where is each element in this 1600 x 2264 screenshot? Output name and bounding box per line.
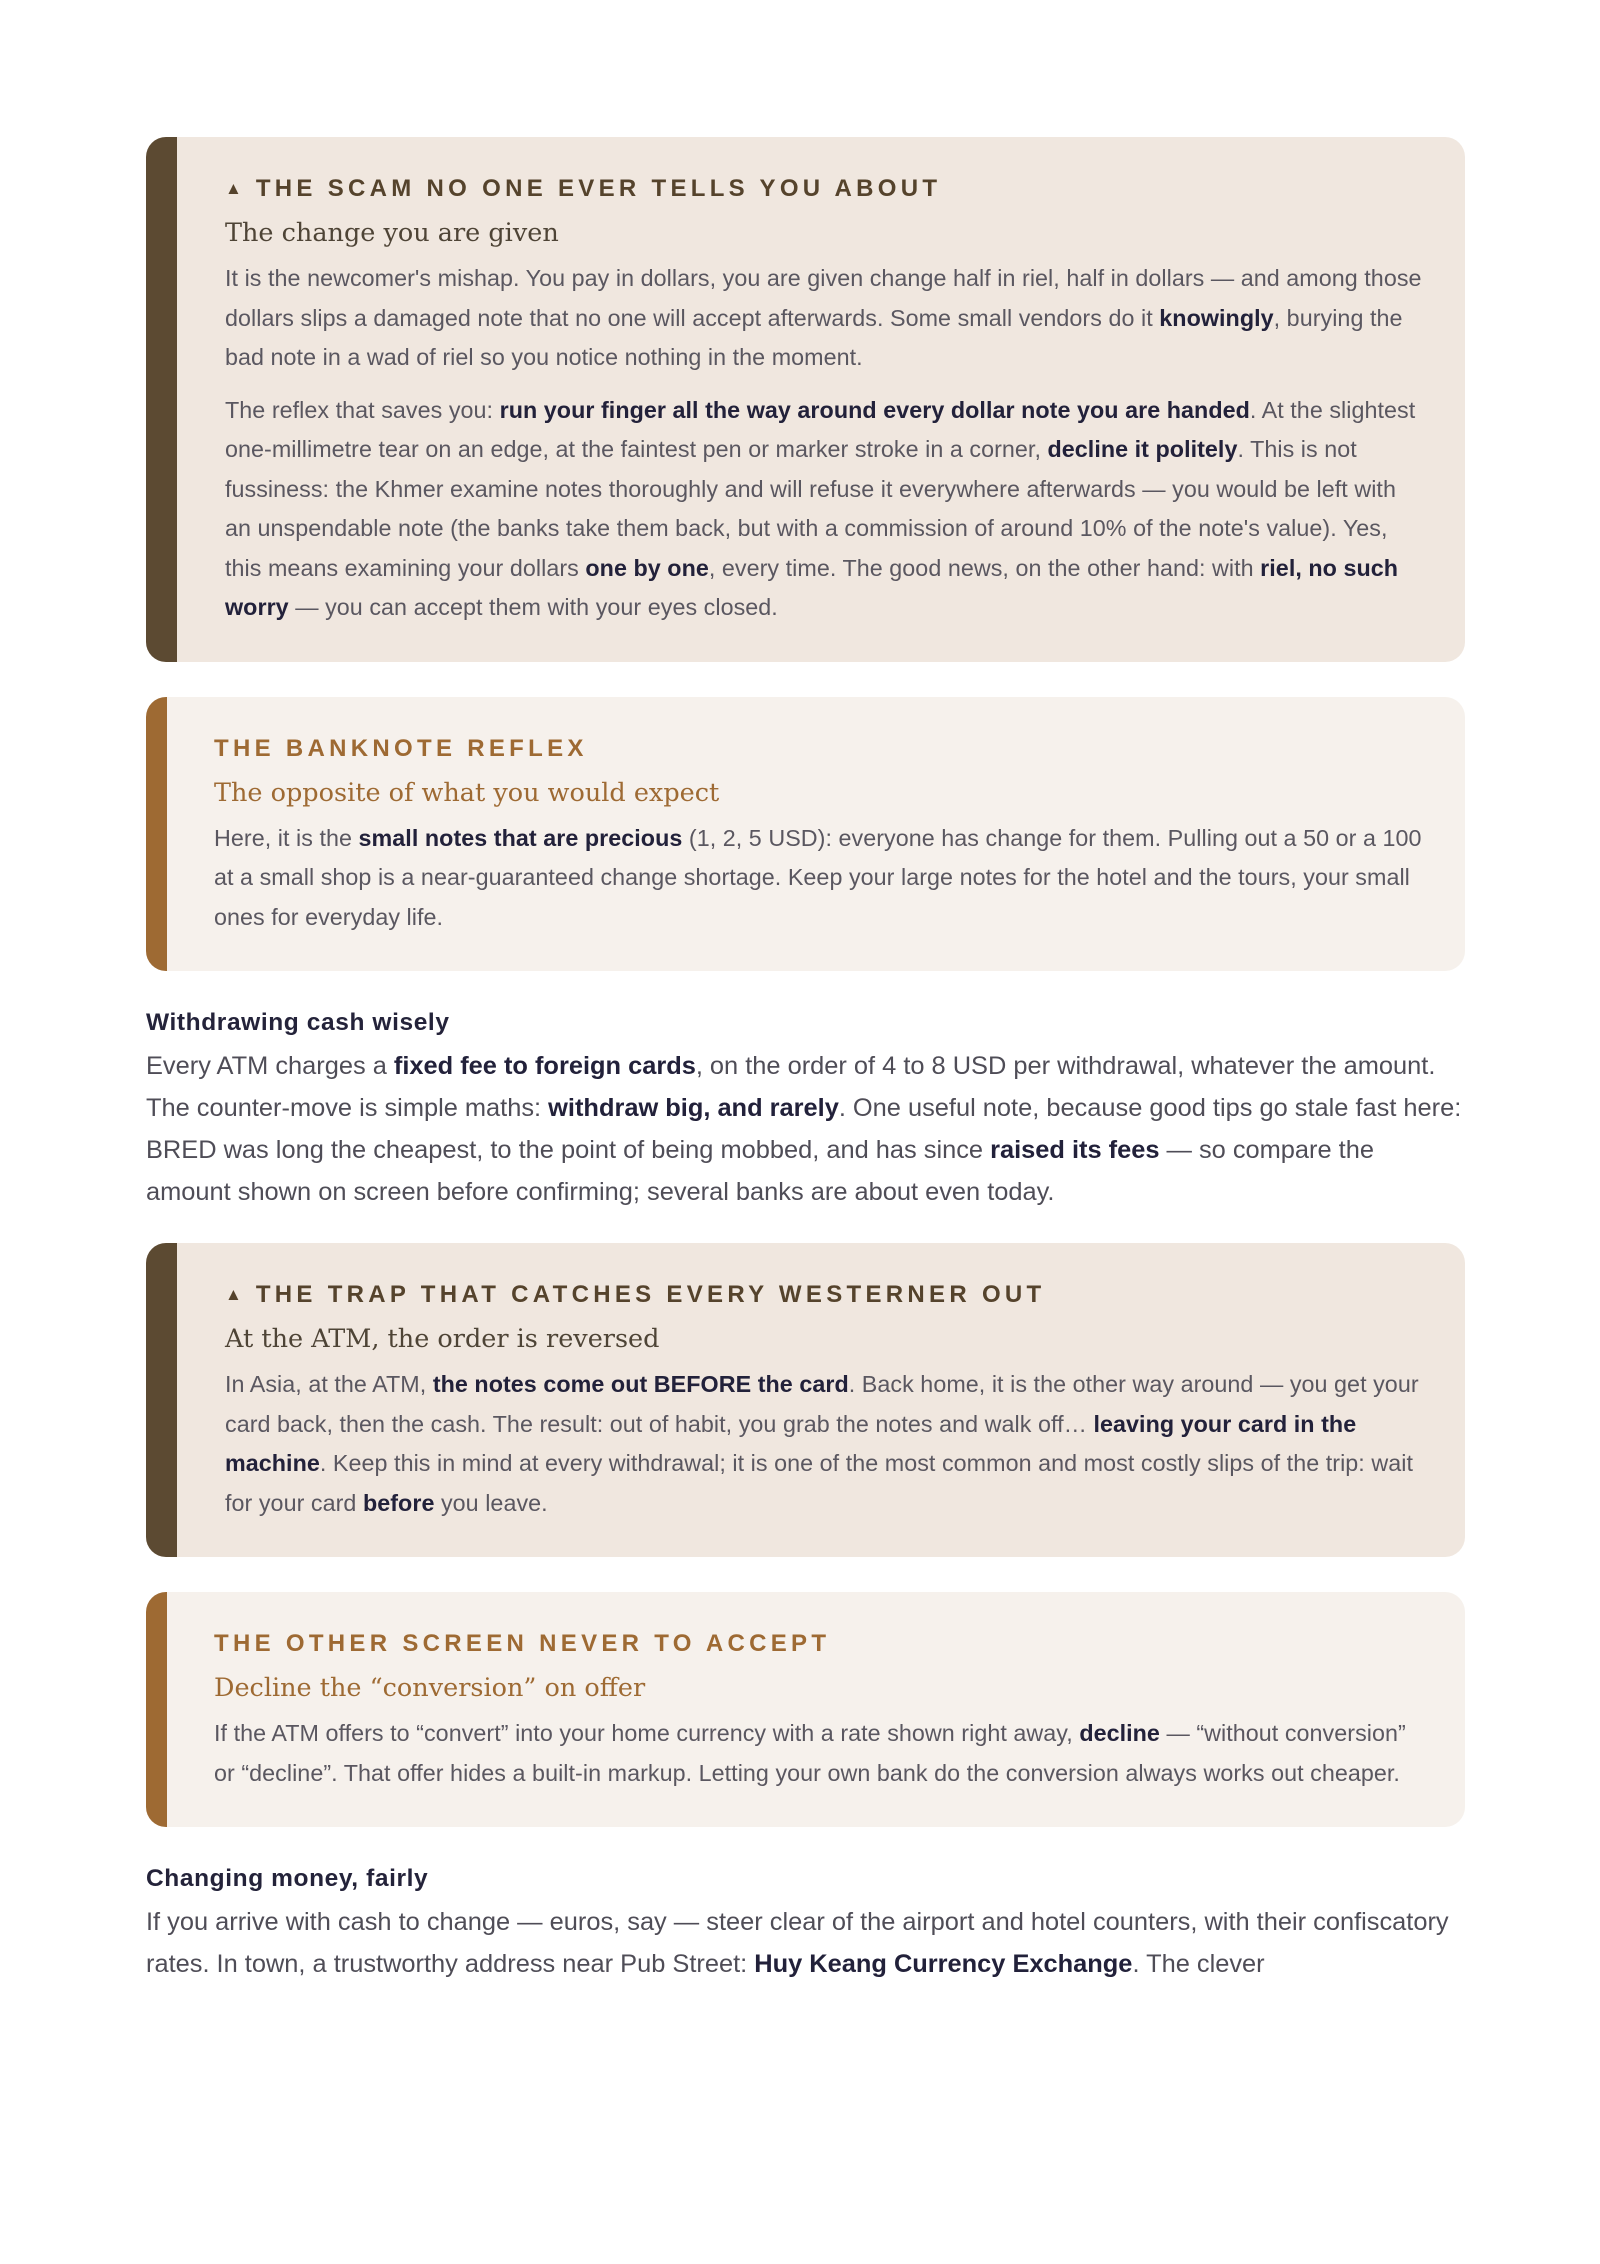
warning-triangle-icon: ▲ <box>225 1285 242 1304</box>
callout-subtitle: Decline the “conversion” on offer <box>214 1673 646 1703</box>
callout-atm-trap-warning <box>146 1243 1465 1557</box>
emphasis-text: leaving your card in the machine <box>225 1410 1357 1476</box>
content-column <box>146 137 1465 2015</box>
warning-triangle-icon: ▲ <box>225 179 242 198</box>
callout-kicker <box>225 1278 1425 1312</box>
emphasis-text: withdraw big, and rarely <box>548 1094 839 1122</box>
callout-kicker: THE BANKNOTE REFLEX <box>214 734 588 762</box>
emphasis-text: small notes that are precious <box>358 824 683 851</box>
emphasis-text: decline <box>1079 1720 1160 1746</box>
callout-paragraph: In Asia, at the ATM, the notes come out BEFORE the card. Back home, it is the other way around — you get your card back, then the cash. The result: out of habit, you grab the notes and walk off… leaving your card in the machine. Keep this in mind at every withdrawal; it is one of the most common and most costly slips of the trip: wait for your card before you leave. <box>225 1371 1419 1516</box>
callout-kicker-text: THE SCAM NO ONE EVER TELLS YOU ABOUT <box>255 175 942 202</box>
callout-paragraph: The reflex that saves you: run your finger all the way around every dollar note you are handed. At the slightest one-millimetre tear on an edge, at the faintest pen or marker stroke in a corner, decline it politely. This is not fussiness: the Khmer examine notes thoroughly and will refuse it everywhere afterwards — you would be left with an unspendable note (the banks take them back, but with a commission of around 10% of the note's value). Yes, this means examining your dollars one by one, every time. The good news, on the other hand: with riel, no such worry — you can accept them with your eyes closed. <box>225 396 1416 620</box>
callout-scam-warning <box>146 137 1465 662</box>
emphasis-text: Huy Keang Currency Exchange <box>754 1950 1133 1978</box>
callout-kicker-text: THE TRAP THAT CATCHES EVERY WESTERNER OUT <box>255 1281 1046 1308</box>
callout-subtitle: At the ATM, the order is reversed <box>225 1324 660 1354</box>
callout-paragraph: If the ATM offers to “convert” into your home currency with a rate shown right away, decline — “without conversion” or “decline”. That offer hides a built-in markup. Letting your own bank do the conversion always works out cheaper. <box>214 1720 1406 1786</box>
callout-conversion-tip <box>146 1592 1465 1827</box>
emphasis-text: the notes come out BEFORE the card <box>432 1371 849 1397</box>
callout-kicker <box>225 172 1425 206</box>
callout-accent-bar <box>146 697 167 972</box>
callout-subtitle: The change you are given <box>225 218 559 248</box>
callout-banknote-tip <box>146 697 1465 972</box>
callout-paragraph: Here, it is the small notes that are precious (1, 2, 5 USD): everyone has change for them. Pulling out a 50 or a 100 at a small shop is a near-guaranteed change shortage. Keep your large notes for the hotel and the tours, your small ones for everyday life. <box>214 824 1422 930</box>
section-heading-withdrawing: Withdrawing cash wisely <box>146 1009 450 1036</box>
emphasis-text: run your finger all the way around every dollar note you are handed <box>499 396 1250 423</box>
callout-kicker: THE OTHER SCREEN NEVER TO ACCEPT <box>214 1630 831 1657</box>
section-heading-changing-money: Changing money, fairly <box>146 1865 429 1892</box>
emphasis-text: riel, no such worry <box>225 554 1399 620</box>
emphasis-text: raised its fees <box>990 1136 1160 1164</box>
emphasis-text: decline it politely <box>1047 436 1238 462</box>
emphasis-text: fixed fee to foreign cards <box>393 1052 696 1080</box>
body-paragraph: If you arrive with cash to change — euros, say — steer clear of the airport and hotel counters, with their confiscatory rates. In town, a trustworthy address near Pub Street: Huy Keang Currency Exchange. The clever <box>146 1908 1449 1978</box>
callout-paragraph: It is the newcomer's mishap. You pay in dollars, you are given change half in riel, half in dollars — and among those dollars slips a damaged note that no one will accept afterwards. Some small vendors do it knowingly, burying the bad note in a wad of riel so you notice nothing in the moment. <box>225 265 1422 370</box>
callout-accent-bar <box>146 137 177 662</box>
body-paragraph: Every ATM charges a fixed fee to foreign cards, on the order of 4 to 8 USD per withdrawal, whatever the amount. The counter-move is simple maths: withdraw big, and rarely. One useful note, because good tips go stale fast here: BRED was long the cheapest, to the point of being mobbed, and has since raised its fees — so compare the amount shown on screen before confirming; several banks are about even today. <box>146 1052 1462 1206</box>
emphasis-text: one by one <box>585 554 709 581</box>
emphasis-text: knowingly <box>1159 304 1274 331</box>
callout-accent-bar <box>146 1243 177 1557</box>
emphasis-text: before <box>362 1489 435 1516</box>
callout-subtitle: The opposite of what you would expect <box>214 777 720 808</box>
callout-accent-bar <box>146 1592 167 1827</box>
